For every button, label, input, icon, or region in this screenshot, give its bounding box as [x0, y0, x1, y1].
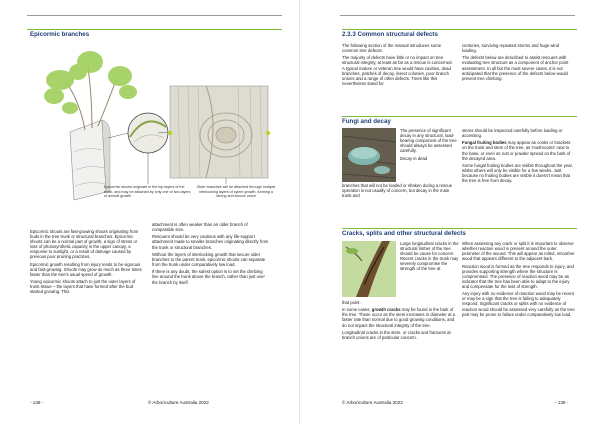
left-column-2 [152, 222, 270, 287]
paragraph: Fungal fruiting bodies may appear as conks or brackets on the trunk and stem of the tree, as 'mushrooms' next to the base, or even as rust or powder spread on the bark of the decayed area. [462, 140, 571, 161]
copyright: © Arboriculture Australia 2022 [342, 400, 403, 405]
caption-older-branches: Older branches will be attached through multiple interlocking layers of xylem growth, forming a strong and secure union [196, 185, 276, 198]
section-heading-epicormic: Epicormic branches [30, 31, 90, 38]
paragraph: If there is any doubt, the safest option is to set the climbing line around the trunk above the branch, rather than just over the branch by itself. [152, 269, 265, 285]
paragraph: Some fungal fruiting bodies are visible throughout the year, whilst others will only be visible for a few weeks. Just because no fruiting bodies are visible it doesn't mean that the tree is free from decay. [462, 162, 573, 184]
paragraph: Longitudinal cracks in the stem, or cracks and fractures at branch unions are of particular concern. [342, 329, 451, 340]
paragraph: When assessing any crack or split it is important to observe whether reaction wood is present around the outer perimeter of the wound. This will appear as rolled, smoother wood that appears different to the adjacent bark. [462, 241, 575, 262]
paragraph: The majority of defects have little or no impact on tree structural integrity, at least as far as a rescue is concerned. A typical mature or veteran tree would have cavities, dead branches, patches of decay, insect colonies, poor branch unions and a range of other defects. Trees like this nevertheless stand for [342, 55, 453, 86]
s3-column-2 [462, 241, 575, 319]
page-number: - 139 - [555, 400, 569, 405]
top-rule [340, 15, 575, 16]
s2-column-1-bottom [342, 183, 457, 200]
section-rule [342, 116, 577, 117]
caption-epicormic-shoots: Epicormic shoots originate in the top layers of the trunk, and may be attached by only one or two layers of annual growth [104, 185, 191, 198]
paragraph: Epicormic shoots are fast-growing shoots originating from buds in the tree trunk or structural branches. Epicormic shoots can be a normal part of growth, a sign of stress or loss of photosynthetic capacity in the upper canopy, a response to sunlight, or a result of damage caused by previous poor pruning practices. [30, 229, 139, 260]
paragraph: that point. [342, 300, 361, 305]
paragraph: Rescuers should be very cautious with any life-support attachment made to smaller branches originating directly from the trunk or structural branches. [152, 234, 269, 250]
section-rule [342, 29, 577, 30]
paragraph: In some cases, growth cracks may be found in the bark of the tree. These occur as the stem increases in diameter at a faster rate than normal due to good growing conditions, and do not impact the structural integrity of the tree. [342, 307, 456, 328]
section-rule [27, 29, 282, 30]
s2-column-2 [462, 128, 575, 186]
right-page [300, 0, 600, 424]
copyright: © Arboriculture Australia 2022 [148, 400, 209, 405]
paragraph: The defects below are described to assist rescuers with evaluating tree structure as a component of anchor point assessment. In all but the most severe cases, it is not anticipated that the presence of the defects below would prevent tree climbing. [462, 55, 569, 81]
s1-column-1 [342, 43, 455, 88]
paragraph: Without the layers of interlocking growth that secure older branches to the parent trunk, epicormic shoots can separate from the trunk under comparatively low load. [152, 251, 266, 268]
top-rule [27, 15, 282, 16]
section-heading-fungi: Fungi and decay [342, 118, 391, 125]
paragraph: Epicormic growth resulting from injury tends to be vigorous and fast-growing. Shoots may grow as much as three times faster than the tree's usual speed of growth. [30, 261, 142, 277]
fungal-bracket-image [342, 128, 396, 182]
paragraph: Decay in dead [400, 155, 428, 161]
paragraph: The presence of significant decay in any structural, load-bearing component of the tree should always be assessed carefully. [400, 128, 457, 154]
s2-column-1-top [400, 128, 460, 163]
page-number: - 138 - [30, 400, 44, 405]
paragraph: attachment is often weaker than an older branch of comparable size. [152, 222, 248, 233]
paragraph: Large longitudinal cracks in the structural timber of the tree should be cause for concern. Recent cracks in the trunk may severely compromise the strength of the tree at [400, 241, 459, 272]
paragraph: Reaction wood is formed as the tree responds to injury, and provides supporting strength where the structure is compromised. The presence of reaction wood may be an indicator that the tree has been able to adapt to the injury and compensate for the loss of strength. [462, 263, 574, 289]
s3-column-1-top [400, 241, 460, 274]
section-heading-cracks: Cracks, splits and other structural defects [342, 230, 466, 237]
paragraph: Young epicormic shoots attach to just the outer layers of trunk tissue – the layers that have formed after the bud started growing. This [30, 279, 136, 295]
section-heading-structural-defects: 2.3.3 Common structural defects [342, 31, 438, 38]
left-column-1 [30, 229, 145, 297]
section-rule [342, 228, 577, 229]
cracked-trunk-image [342, 241, 396, 297]
paragraph: branches that will not be loaded or shaken during a rescue operation is not usually of concern, but decay in the main trunk and [342, 183, 453, 199]
paragraph: Any injury with no evidence of reaction wood may be recent or may be a sign that the tree is failing to adequately respond. Significant cracks or splits with no evidence of reaction wood should be assessed very carefully as the tree part may be prone to failure under comparatively low load. [462, 291, 575, 317]
paragraph: stems should be inspected carefully before loading or accessing. [462, 128, 563, 139]
s1-column-2 [462, 43, 575, 83]
paragraph: The following section of the manual introduces some common tree defects. [342, 43, 441, 54]
s3-column-1-bottom [342, 300, 457, 342]
paragraph: centuries, surviving repeated storms and huge wind loading. [462, 43, 560, 54]
